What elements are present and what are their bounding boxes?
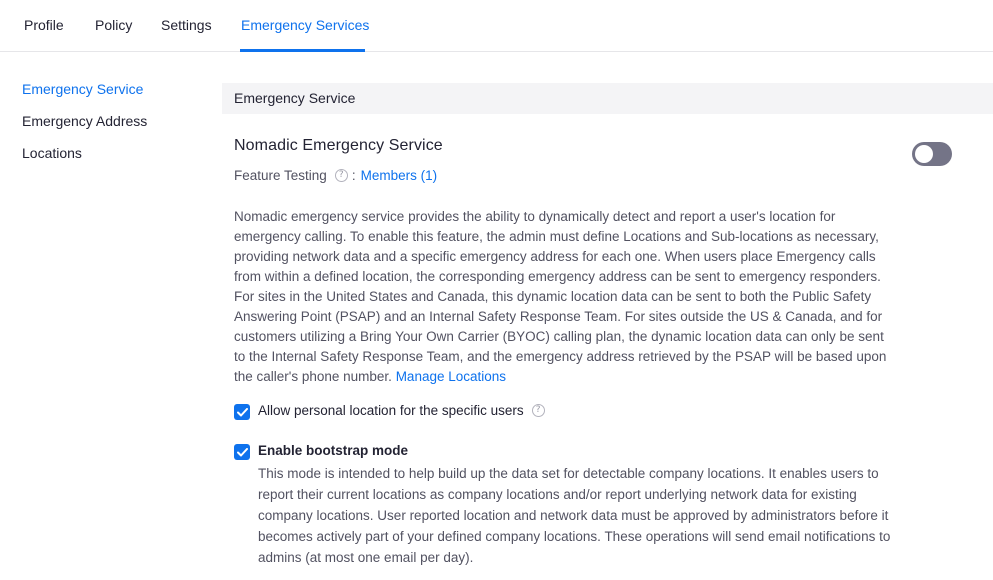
active-tab-indicator (240, 49, 365, 52)
feature-testing-label: Feature Testing (234, 168, 327, 183)
top-navigation (0, 0, 993, 52)
sidebar-item-locations[interactable]: Locations (22, 145, 82, 161)
nomadic-emergency-service-toggle[interactable] (912, 142, 952, 166)
allow-personal-location-option (234, 403, 549, 420)
bootstrap-mode-description: This mode is intended to help build up the data set for detectable company locations. It enables users to report their current locations as company locations and/or report underlying network data for existing company locations. User reported location and network data must be approved by administrators before it becomes actively part of your defined company locations. These operations will send email notifications to admins (at most one email per day). (258, 466, 891, 565)
bootstrap-mode-option (234, 443, 408, 460)
bootstrap-mode-label: Enable bootstrap mode (258, 443, 409, 458)
tab-settings[interactable]: Settings (161, 17, 212, 33)
tab-profile[interactable]: Profile (24, 17, 64, 33)
sidebar-item-emergency-address[interactable]: Emergency Address (22, 113, 148, 129)
section-header: Emergency Service (222, 83, 993, 114)
manage-locations-link[interactable]: Manage Locations (395, 369, 507, 384)
description-text: Nomadic emergency service provides the ability to dynamically detect and report a user's location for emergency calling. To enable this feature, the admin must define Locations and Sub-locations as necessary, providing network data and a specific emergency address for each one. When users place Emergency calls from within a defined location, the corresponding emergency address can be sent to emergency responders. For sites in the United States and Canada, this dynamic location data can be sent to both the Public Safety Answering Point (PSAP) and an Internal Safety Response Team. For sites outside the US & Canada, and for customers utilizing a Bring Your Own Carrier (BYOC) calling plan, the dynamic location data can only be sent to the Internal Safety Response Team, and the emergency address retrieved by the PSAP will be based upon the caller's phone number. (234, 209, 887, 384)
tab-emergency-services[interactable]: Emergency Services (241, 17, 370, 33)
toggle-knob (915, 145, 933, 163)
checkmark-icon (237, 448, 248, 457)
feature-testing-row (234, 168, 437, 183)
sidebar-item-emergency-service[interactable]: Emergency Service (22, 81, 144, 97)
bootstrap-mode-checkbox[interactable] (234, 444, 250, 460)
feature-testing-separator: : (351, 168, 356, 183)
question-circle-icon[interactable]: ? (532, 404, 545, 417)
tab-policy[interactable]: Policy (95, 17, 133, 33)
checkmark-icon (237, 408, 248, 417)
allow-personal-location-checkbox[interactable] (234, 404, 250, 420)
members-link[interactable]: Members (1) (360, 168, 438, 183)
setting-description (234, 207, 894, 387)
allow-personal-location-label: Allow personal location for the specific users (258, 403, 524, 418)
setting-title: Nomadic Emergency Service (234, 137, 443, 154)
allow-personal-location-label-wrap (258, 403, 549, 418)
question-circle-icon[interactable]: ? (335, 169, 348, 182)
